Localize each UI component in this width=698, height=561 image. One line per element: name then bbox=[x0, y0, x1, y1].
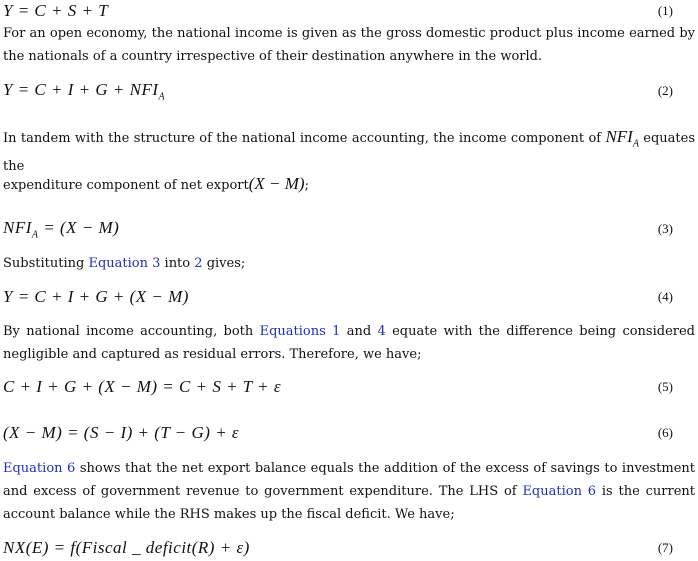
nfi-term: $NFI_A$ bbox=[605, 127, 639, 150]
equation-7 bbox=[3, 538, 695, 558]
equation-3-link[interactable]: Equation 3 bbox=[88, 256, 161, 271]
equation-1-math: Y = C + S + T bbox=[3, 1, 109, 20]
equation-6-number: (6) bbox=[657, 425, 673, 440]
paragraph-tandem-line2: expenditure component of net export(X − M); bbox=[3, 174, 309, 193]
equation-6 bbox=[3, 423, 695, 443]
equation-3-math: $NFI_A = (X - M)$ bbox=[3, 218, 120, 241]
equation-5 bbox=[3, 377, 695, 397]
equation-7-number: (7) bbox=[657, 540, 673, 555]
equation-3 bbox=[3, 218, 695, 240]
equation-4-number: (4) bbox=[657, 289, 673, 304]
equation-6-math: (X − M) = (S − I) + (T − G) + ε bbox=[3, 423, 240, 442]
equation-6-link-b[interactable]: Equation 6 bbox=[522, 484, 597, 499]
equation-1-number: (1) bbox=[657, 3, 673, 18]
equation-6-link-a[interactable]: Equation 6 bbox=[3, 461, 76, 476]
equation-2-link[interactable]: 2 bbox=[194, 256, 203, 271]
paragraph-tandem-line1: In tandem with the structure of the national income accounting, the income component of $NFI_A$ equates the bbox=[3, 127, 696, 175]
equation-4 bbox=[3, 287, 695, 307]
equation-5-number: (5) bbox=[657, 379, 673, 394]
equation-2-math: $Y = C + I + G + NFI_A$ bbox=[3, 80, 166, 103]
equation-3-number: (3) bbox=[657, 221, 673, 237]
equation-2-number: (2) bbox=[657, 83, 673, 99]
equation-4-link[interactable]: 4 bbox=[377, 324, 386, 339]
paragraph-open-economy: For an open economy, the national income is given as the gross domestic product plus income earned by the nationals of a country irrespective of their destination anywhere in the world. bbox=[3, 26, 695, 64]
equation-1 bbox=[3, 1, 695, 21]
equation-2 bbox=[3, 80, 695, 102]
paragraph-substituting: Substituting Equation 3 into 2 gives; bbox=[3, 256, 246, 271]
equation-7-math: NX(E) = f(Fiscal _ deficit(R) + ε) bbox=[3, 538, 250, 557]
paragraph-accounting: By national income accounting, both Equations 1 and 4 equate with the difference being considered negligible and captured as residual errors. Therefore, we have; bbox=[3, 324, 696, 362]
equations-1-link[interactable]: Equations 1 bbox=[259, 324, 341, 339]
equation-5-math: C + I + G + (X − M) = C + S + T + ε bbox=[3, 377, 282, 396]
paragraph-net-export: Equation 6 shows that the net export balance equals the addition of the excess of savings to investment and excess of government revenue to government expenditure. The LHS of Equation 6 is the current account balance while the RHS makes up the fiscal deficit. We have; bbox=[3, 461, 696, 522]
equation-4-math: Y = C + I + G + (X − M) bbox=[3, 287, 189, 306]
